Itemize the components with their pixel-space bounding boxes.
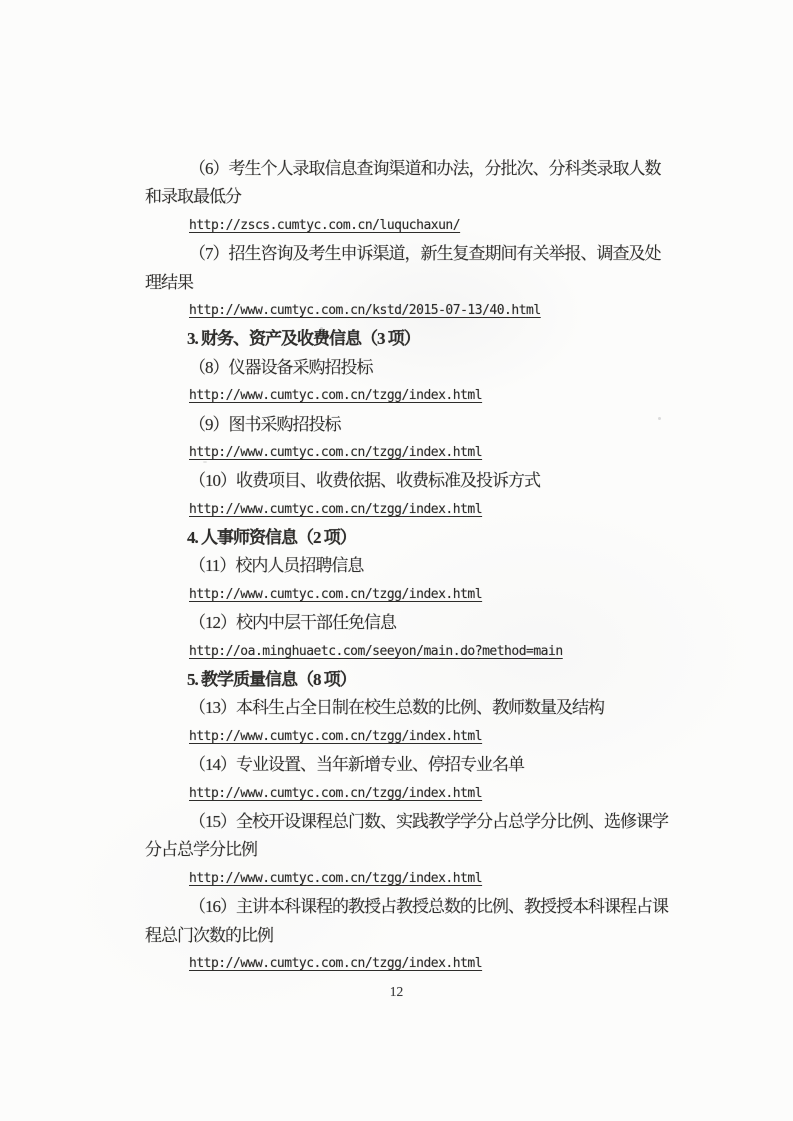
item-text-line: 分占总学分比例 <box>145 840 257 860</box>
item-text-line: 程总门次数的比例 <box>145 925 273 945</box>
item-text-line: （14）专业设置、当年新增专业、停招专业名单 <box>189 755 524 775</box>
item-text-line: （8）仪器设备采购招投标 <box>189 357 373 377</box>
item-url: http://www.cumtyc.com.cn/tzgg/index.html <box>189 728 483 744</box>
item-text-line: （13）本科生占全日制在校生总数的比例、教师数量及结构 <box>189 698 604 718</box>
page-number: 12 <box>389 984 404 999</box>
item-text-line: （10）收费项目、收费依据、收费标准及投诉方式 <box>189 471 540 491</box>
item-text-line: （16）主讲本科课程的教授占教授总数的比例、教授授本科课程占课 <box>189 897 668 917</box>
item-text-line: （15）全校开设课程总门数、实践教学学分占总学分比例、选修课学 <box>189 811 668 831</box>
item-text-line: （7）招生咨询及考生申诉渠道，新生复查期间有关举报、调查及处 <box>189 244 661 264</box>
section-heading: 3. 财务、资产及收费信息（3 项） <box>187 329 420 349</box>
item-url: http://www.cumtyc.com.cn/tzgg/index.html <box>189 870 483 886</box>
item-text-line: （12）校内中层干部任免信息 <box>189 613 396 633</box>
item-url: http://www.cumtyc.com.cn/tzgg/index.html <box>189 388 483 404</box>
scan-artifact <box>203 461 207 463</box>
item-url: http://oa.minghuaetc.com/seeyon/main.do?method=main <box>189 643 563 659</box>
item-url: http://www.cumtyc.com.cn/tzgg/index.html <box>189 444 483 460</box>
scan-artifact <box>658 417 661 420</box>
item-text-line: （11）校内人员招聘信息 <box>189 556 364 576</box>
item-url: http://zscs.cumtyc.com.cn/luquchaxun/ <box>189 217 461 233</box>
item-text-line: 理结果 <box>145 272 193 292</box>
item-url: http://www.cumtyc.com.cn/tzgg/index.html <box>189 955 483 971</box>
document-content <box>145 155 668 978</box>
item-url: http://www.cumtyc.com.cn/tzgg/index.html <box>189 785 483 801</box>
section-heading: 5. 教学质量信息（8 项） <box>187 670 356 690</box>
item-text-line: （6）考生个人录取信息查询渠道和办法，分批次、分科类录取人数 <box>189 159 661 178</box>
item-text-line: （9）图书采购招投标 <box>189 414 341 434</box>
item-url: http://www.cumtyc.com.cn/tzgg/index.html <box>189 501 483 517</box>
scan-artifact <box>320 327 323 330</box>
section-heading: 4. 人事师资信息（2 项） <box>187 528 356 548</box>
item-url: http://www.cumtyc.com.cn/kstd/2015-07-13/40.html <box>189 302 541 318</box>
item-url: http://www.cumtyc.com.cn/tzgg/index.html <box>189 586 483 602</box>
item-text-line: 和录取最低分 <box>145 187 241 207</box>
